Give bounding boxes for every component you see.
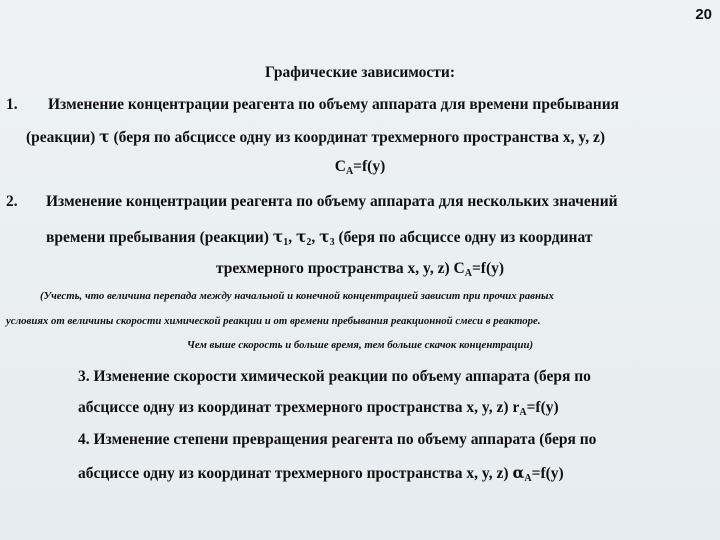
note-line3: Чем выше скорость и больше время, тем больше скачок концентрации) — [186, 339, 534, 351]
item1-line1: Изменение концентрации реагента по объему аппарата для времени пребывания — [48, 96, 620, 113]
item1-formula: $C_A=f(y)$ — [334, 158, 386, 177]
item3-line1: 3. Изменение скорости химической реакции по объему аппарата (беря по — [78, 368, 591, 385]
tau-symbol: τ — [99, 127, 110, 146]
note-line2: условиях от величины скорости химической реакции и от времени пребывания реакционной смеси в реакторе. — [6, 315, 541, 327]
item2-number: 2. — [6, 193, 18, 210]
item1-number: 1. — [6, 96, 18, 113]
page-number: 20 — [695, 6, 712, 23]
item2-line3: трехмерного пространства x, y, z) $C_A=f(y)$ — [215, 260, 505, 279]
item2-line1: Изменение концентрации реагента по объему аппарата для нескольких значений — [46, 193, 618, 210]
page-heading: Графические зависимости: — [265, 64, 455, 81]
item1-line2: (реакции) τ (беря по абсциссе одну из координат трехмерного пространства x, y, z) — [26, 127, 606, 146]
note-line1: (Учесть, что величина перепада между начальной и конечной концентрацией зависит при прочих равных — [40, 290, 554, 302]
item2-line2: времени пребывания (реакции) $\tau_1$, $\tau_2$, $\tau_3$ (беря по абсциссе одну из координат — [46, 227, 593, 248]
item4-line1: 4. Изменение степени превращения реагента по объему аппарата (беря по — [78, 431, 597, 448]
item4-line2: абсциссе одну из координат трехмерного пространства x, y, z) $\alpha_A=f(y)$ — [78, 463, 564, 484]
alpha-symbol: α — [512, 463, 525, 482]
item3-line2: абсциссе одну из координат трехмерного пространства x, y, z) $r_A=f(y)$ — [78, 399, 559, 418]
